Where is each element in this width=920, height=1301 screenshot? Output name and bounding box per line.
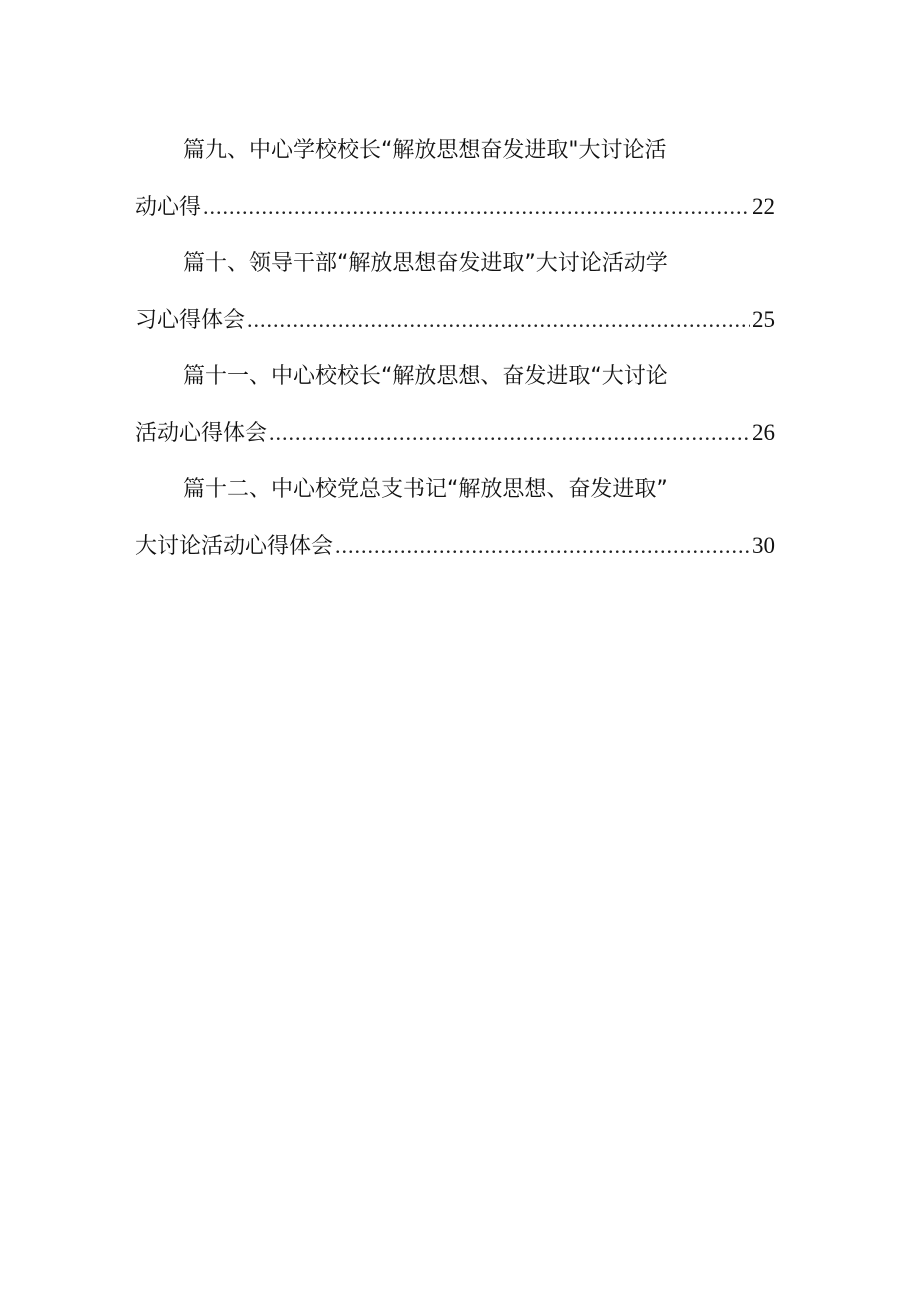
toc-page-number: 26 xyxy=(752,420,775,445)
toc-entry-title: 篇十二、中心校党总支书记“解放思想、奋发进取” xyxy=(183,477,668,502)
dot-leader xyxy=(335,526,750,566)
toc-entry-title: 篇十一、中心校校长“解放思想、奋发进取“大讨论 xyxy=(183,364,668,389)
toc-entry-title: 篇十、领导干部“解放思想奋发进取”大讨论活动学 xyxy=(183,251,668,276)
toc-entry-title-cont: 习心得体会 xyxy=(135,308,246,333)
toc-entry-title-cont: 大讨论活动心得体会 xyxy=(135,534,334,559)
toc-entry-continuation xyxy=(135,526,775,566)
toc-entry-continuation xyxy=(135,413,775,453)
toc-page-number: 25 xyxy=(752,307,775,332)
dot-leader xyxy=(269,413,750,453)
toc-entry-title-cont: 活动心得体会 xyxy=(135,421,268,446)
toc-page-number: 30 xyxy=(752,533,775,558)
toc-entry-continuation xyxy=(135,187,775,227)
toc-entry-title-cont: 动心得 xyxy=(135,195,202,220)
dot-leader xyxy=(247,300,750,340)
toc-entry-continuation xyxy=(135,300,775,340)
toc-entry-title: 篇九、中心学校校长“解放思想奋发进取"大讨论活 xyxy=(183,138,667,163)
toc-page-number: 22 xyxy=(752,194,775,219)
dot-leader xyxy=(203,187,750,227)
